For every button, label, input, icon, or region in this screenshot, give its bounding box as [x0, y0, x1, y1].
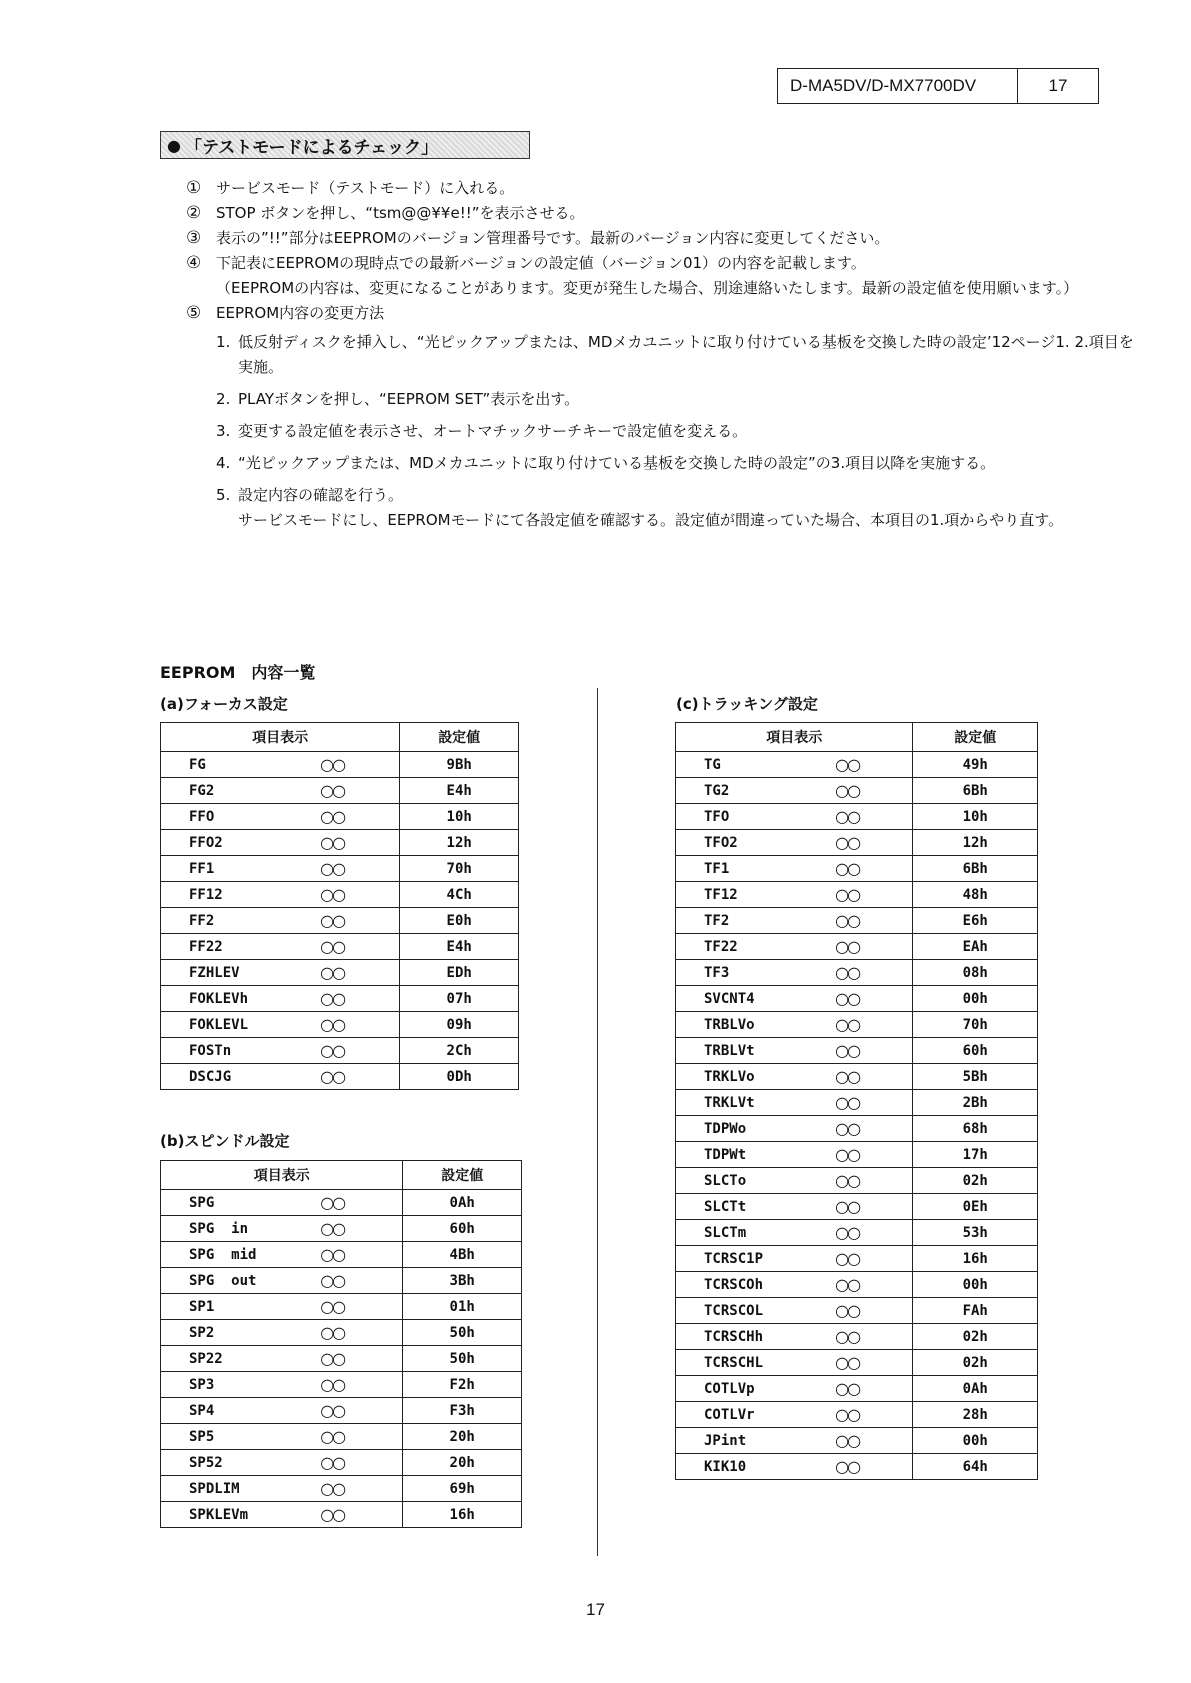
table-row [676, 1194, 1038, 1220]
table-row [676, 1402, 1038, 1428]
focus-table [160, 722, 519, 1090]
table-row [161, 1064, 519, 1090]
item-cell: FF2 [161, 908, 321, 934]
mark-cell: ○○ [320, 1476, 403, 1502]
substep-number: 3. [216, 422, 231, 440]
mark-cell: ○○ [835, 1220, 913, 1246]
value-cell: 48h [913, 882, 1038, 908]
value-cell: 49h [913, 752, 1038, 778]
mark-cell: ○○ [835, 1168, 913, 1194]
mark-cell: ○○ [835, 1038, 913, 1064]
table-row [161, 1476, 522, 1502]
table-row [676, 1376, 1038, 1402]
item-cell: TCRSCOh [676, 1272, 836, 1298]
table-row [676, 1272, 1038, 1298]
value-cell: 70h [400, 856, 519, 882]
substep-text: 低反射ディスクを挿入し、“光ピックアップまたは、MDメカユニットに取り付けている基板を交換した時の設定’12ページ1. 2.項目を実施。 [238, 333, 1134, 376]
value-cell: 4Bh [403, 1242, 522, 1268]
value-cell: 50h [403, 1346, 522, 1372]
focus-table-title: (a)フォーカス設定 [160, 695, 288, 713]
mark-cell: ○○ [320, 1294, 403, 1320]
value-cell: 0Eh [913, 1194, 1038, 1220]
item-cell: TDPWt [676, 1142, 836, 1168]
column-header-item: 項目表示 [161, 723, 400, 752]
step-text: サービスモード（テストモード）に入れる。 [216, 179, 515, 197]
item-cell: TRKLVt [676, 1090, 836, 1116]
value-cell: FAh [913, 1298, 1038, 1324]
table-row [161, 1268, 522, 1294]
item-cell: SPG out [161, 1268, 321, 1294]
table-row [676, 1298, 1038, 1324]
table-row [676, 1064, 1038, 1090]
table-header-row [161, 723, 519, 752]
item-cell: TF1 [676, 856, 836, 882]
item-cell: SP22 [161, 1346, 321, 1372]
mark-cell: ○○ [835, 1428, 913, 1454]
substeps-list [216, 330, 1136, 533]
mark-cell: ○○ [320, 1398, 403, 1424]
step-text: 下記表にEEPROMの現時点での最新バージョンの設定値（バージョン01）の内容を記載します。 [216, 254, 866, 272]
value-cell: 50h [403, 1320, 522, 1346]
substep [216, 419, 1136, 444]
table-row [676, 752, 1038, 778]
value-cell: 0Ah [913, 1376, 1038, 1402]
tracking-table-body [676, 752, 1038, 1480]
value-cell: E6h [913, 908, 1038, 934]
mark-cell: ○○ [320, 752, 400, 778]
value-cell: F3h [403, 1398, 522, 1424]
model-name: D-MA5DV/D-MX7700DV [778, 69, 1018, 103]
mark-cell: ○○ [320, 908, 400, 934]
column-divider [597, 688, 598, 1556]
bullet-icon: ● [167, 135, 181, 155]
table-row [161, 1398, 522, 1424]
column-header-value: 設定値 [913, 723, 1038, 752]
mark-cell: ○○ [835, 908, 913, 934]
value-cell: 00h [913, 1272, 1038, 1298]
value-cell: 16h [913, 1246, 1038, 1272]
mark-cell: ○○ [320, 934, 400, 960]
item-cell: SPG mid [161, 1242, 321, 1268]
table-row [161, 1190, 522, 1216]
value-cell: 53h [913, 1220, 1038, 1246]
table-row [676, 908, 1038, 934]
mark-cell: ○○ [835, 1272, 913, 1298]
substep [216, 387, 1136, 412]
mark-cell: ○○ [835, 804, 913, 830]
step [186, 201, 1136, 226]
mark-cell: ○○ [320, 986, 400, 1012]
header-page-number: 17 [1048, 76, 1068, 95]
mark-cell: ○○ [835, 960, 913, 986]
item-cell: TFO [676, 804, 836, 830]
table-row [161, 882, 519, 908]
item-cell: JPint [676, 1428, 836, 1454]
value-cell: 12h [400, 830, 519, 856]
mark-cell: ○○ [320, 1038, 400, 1064]
table-row [161, 804, 519, 830]
table-row [161, 1012, 519, 1038]
item-cell: COTLVr [676, 1402, 836, 1428]
table-row [676, 1090, 1038, 1116]
step-mark: ③ [186, 228, 202, 248]
mark-cell: ○○ [320, 1450, 403, 1476]
value-cell: EDh [400, 960, 519, 986]
mark-cell: ○○ [320, 830, 400, 856]
mark-cell: ○○ [320, 804, 400, 830]
tracking-table-title: (c)トラッキング設定 [676, 695, 818, 713]
mark-cell: ○○ [835, 856, 913, 882]
table-row [676, 1116, 1038, 1142]
table-row [161, 908, 519, 934]
table-row [161, 1372, 522, 1398]
step [186, 176, 1136, 201]
substep-number: 5. [216, 486, 231, 504]
item-cell: SPDLIM [161, 1476, 321, 1502]
value-cell: 3Bh [403, 1268, 522, 1294]
item-cell: FOSTn [161, 1038, 321, 1064]
table-row [676, 1168, 1038, 1194]
value-cell: 07h [400, 986, 519, 1012]
item-cell: SP1 [161, 1294, 321, 1320]
mark-cell: ○○ [320, 1424, 403, 1450]
mark-cell: ○○ [835, 1376, 913, 1402]
substep-number: 4. [216, 454, 231, 472]
value-cell: 20h [403, 1450, 522, 1476]
item-cell: TG [676, 752, 836, 778]
item-cell: TF2 [676, 908, 836, 934]
item-cell: FOKLEVL [161, 1012, 321, 1038]
mark-cell: ○○ [320, 1320, 403, 1346]
step4-note: （EEPROMの内容は、変更になることがあります。変更が発生した場合、別途連絡いたします。最新の設定値を使用願います。） [216, 279, 1079, 297]
spindle-table-body [161, 1190, 522, 1528]
value-cell: 02h [913, 1324, 1038, 1350]
mark-cell: ○○ [320, 1346, 403, 1372]
mark-cell: ○○ [320, 1216, 403, 1242]
spindle-table-title: (b)スピンドル設定 [160, 1132, 290, 1150]
item-cell: TF22 [676, 934, 836, 960]
mark-cell: ○○ [835, 1298, 913, 1324]
table-row [161, 1450, 522, 1476]
item-cell: SP3 [161, 1372, 321, 1398]
step-mark: ① [186, 178, 202, 198]
page-number: 17 [586, 1600, 605, 1619]
substep-number: 1. [216, 333, 231, 351]
mark-cell: ○○ [835, 934, 913, 960]
substep-text: PLAYボタンを押し、“EEPROM SET”表示を出す。 [238, 390, 580, 408]
value-cell: 16h [403, 1502, 522, 1528]
mark-cell: ○○ [320, 1242, 403, 1268]
value-cell: 17h [913, 1142, 1038, 1168]
item-cell: TF12 [676, 882, 836, 908]
value-cell: 68h [913, 1116, 1038, 1142]
column-header-item: 項目表示 [161, 1161, 403, 1190]
substep [216, 451, 1136, 476]
table-row [161, 1216, 522, 1242]
table-row [161, 1424, 522, 1450]
table-row [676, 804, 1038, 830]
column-header-value: 設定値 [400, 723, 519, 752]
mark-cell: ○○ [320, 1012, 400, 1038]
mark-cell: ○○ [835, 1454, 913, 1480]
section-title: 「テストモードによるチェック」 [184, 137, 439, 158]
substep [216, 483, 1136, 533]
substep [216, 330, 1136, 380]
step-mark: ④ [186, 253, 202, 273]
value-cell: 09h [400, 1012, 519, 1038]
item-cell: FF22 [161, 934, 321, 960]
item-cell: FZHLEV [161, 960, 321, 986]
mark-cell: ○○ [320, 778, 400, 804]
mark-cell: ○○ [320, 856, 400, 882]
value-cell: 5Bh [913, 1064, 1038, 1090]
table-row [676, 1350, 1038, 1376]
table-row [161, 1346, 522, 1372]
value-cell: 2Bh [913, 1090, 1038, 1116]
value-cell: 4Ch [400, 882, 519, 908]
table-row [676, 1220, 1038, 1246]
item-cell: TFO2 [676, 830, 836, 856]
table-row [676, 1246, 1038, 1272]
item-cell: SVCNT4 [676, 986, 836, 1012]
item-cell: TF3 [676, 960, 836, 986]
table-row [676, 1428, 1038, 1454]
mark-cell: ○○ [320, 1372, 403, 1398]
table-row [676, 778, 1038, 804]
mark-cell: ○○ [835, 778, 913, 804]
item-cell: SPKLEVm [161, 1502, 321, 1528]
table-row [676, 960, 1038, 986]
step-text: STOP ボタンを押し、“tsm@@¥¥e!!”を表示させる。 [216, 204, 585, 222]
value-cell: 6Bh [913, 778, 1038, 804]
mark-cell: ○○ [835, 1324, 913, 1350]
item-cell: TCRSC1P [676, 1246, 836, 1272]
table-row [676, 830, 1038, 856]
item-cell: SLCTo [676, 1168, 836, 1194]
item-cell: TCRSCOL [676, 1298, 836, 1324]
item-cell: SLCTt [676, 1194, 836, 1220]
item-cell: FFO [161, 804, 321, 830]
value-cell: 02h [913, 1168, 1038, 1194]
step [186, 301, 1136, 326]
item-cell: TRBLVt [676, 1038, 836, 1064]
table-row [161, 1242, 522, 1268]
item-cell: KIK10 [676, 1454, 836, 1480]
mark-cell: ○○ [320, 1502, 403, 1528]
mark-cell: ○○ [320, 1268, 403, 1294]
column-header-value: 設定値 [403, 1161, 522, 1190]
value-cell: 69h [403, 1476, 522, 1502]
table-row [676, 986, 1038, 1012]
mark-cell: ○○ [835, 1142, 913, 1168]
spindle-table [160, 1160, 522, 1528]
mark-cell: ○○ [835, 1090, 913, 1116]
table-row [161, 1038, 519, 1064]
table-row [161, 752, 519, 778]
eeprom-title: EEPROM 内容一覧 [160, 663, 316, 682]
table-row [161, 986, 519, 1012]
value-cell: E4h [400, 778, 519, 804]
mark-cell: ○○ [320, 1190, 403, 1216]
mark-cell: ○○ [835, 1064, 913, 1090]
substep-5-text: 設定内容の確認を行う。 [238, 486, 404, 504]
value-cell: 10h [913, 804, 1038, 830]
mark-cell: ○○ [835, 830, 913, 856]
mark-cell: ○○ [320, 1064, 400, 1090]
value-cell: 70h [913, 1012, 1038, 1038]
item-cell: TCRSCHh [676, 1324, 836, 1350]
item-cell: FOKLEVh [161, 986, 321, 1012]
item-cell: SP2 [161, 1320, 321, 1346]
item-cell: FFO2 [161, 830, 321, 856]
mark-cell: ○○ [835, 752, 913, 778]
column-header-item: 項目表示 [676, 723, 913, 752]
item-cell: COTLVp [676, 1376, 836, 1402]
value-cell: 2Ch [400, 1038, 519, 1064]
table-row [676, 1454, 1038, 1480]
mark-cell: ○○ [320, 960, 400, 986]
value-cell: E0h [400, 908, 519, 934]
item-cell: FG [161, 752, 321, 778]
value-cell: 6Bh [913, 856, 1038, 882]
table-header-row [161, 1161, 522, 1190]
table-row [161, 830, 519, 856]
value-cell: 01h [403, 1294, 522, 1320]
value-cell: 12h [913, 830, 1038, 856]
item-cell: SP52 [161, 1450, 321, 1476]
table-row [161, 1502, 522, 1528]
item-cell: FG2 [161, 778, 321, 804]
table-row [676, 882, 1038, 908]
table-row [161, 1294, 522, 1320]
step-text: EEPROM内容の変更方法 [216, 304, 385, 322]
table-row [161, 778, 519, 804]
value-cell: 0Dh [400, 1064, 519, 1090]
item-cell: DSCJG [161, 1064, 321, 1090]
table-row [161, 960, 519, 986]
item-cell: TDPWo [676, 1116, 836, 1142]
table-row [676, 1324, 1038, 1350]
substep-text: 変更する設定値を表示させ、オートマチックサーチキーで設定値を変える。 [238, 422, 748, 440]
item-cell: SPG [161, 1190, 321, 1216]
mark-cell: ○○ [835, 882, 913, 908]
mark-cell: ○○ [835, 1402, 913, 1428]
value-cell: 64h [913, 1454, 1038, 1480]
value-cell: 00h [913, 986, 1038, 1012]
step-mark: ② [186, 203, 202, 223]
table-row [676, 1012, 1038, 1038]
step-mark: ⑤ [186, 303, 202, 323]
item-cell: SP4 [161, 1398, 321, 1424]
tracking-table [675, 722, 1038, 1480]
step [186, 226, 1136, 251]
table-row [676, 1142, 1038, 1168]
item-cell: FF12 [161, 882, 321, 908]
value-cell: 0Ah [403, 1190, 522, 1216]
mark-cell: ○○ [320, 882, 400, 908]
table-row [676, 934, 1038, 960]
section-heading [160, 131, 530, 159]
value-cell: 00h [913, 1428, 1038, 1454]
table-header-row [676, 723, 1038, 752]
item-cell: FF1 [161, 856, 321, 882]
value-cell: 20h [403, 1424, 522, 1450]
table-row [161, 934, 519, 960]
value-cell: E4h [400, 934, 519, 960]
item-cell: TG2 [676, 778, 836, 804]
step-text: 表示の”!!”部分はEEPROMのバージョン管理番号です。最新のバージョン内容に変更してください。 [216, 229, 890, 247]
value-cell: EAh [913, 934, 1038, 960]
mark-cell: ○○ [835, 1246, 913, 1272]
item-cell: SP5 [161, 1424, 321, 1450]
steps-list [186, 176, 1136, 540]
table-row [676, 856, 1038, 882]
substep-number: 2. [216, 390, 231, 408]
substep-text [238, 483, 1136, 533]
item-cell: TCRSCHL [676, 1350, 836, 1376]
table-row [161, 856, 519, 882]
substep-5-note: サービスモードにし、EEPROMモードにて各設定値を確認する。設定値が間違っていた場合、本項目の1.項からやり直す。 [238, 511, 1064, 529]
value-cell: 08h [913, 960, 1038, 986]
item-cell: TRKLVo [676, 1064, 836, 1090]
header-box [777, 68, 1099, 104]
table-row [676, 1038, 1038, 1064]
value-cell: F2h [403, 1372, 522, 1398]
value-cell: 60h [913, 1038, 1038, 1064]
item-cell: SLCTm [676, 1220, 836, 1246]
substep-text: “光ピックアップまたは、MDメカユニットに取り付けている基板を交換した時の設定”の3.項目以降を実施する。 [238, 454, 996, 472]
mark-cell: ○○ [835, 1194, 913, 1220]
value-cell: 9Bh [400, 752, 519, 778]
value-cell: 60h [403, 1216, 522, 1242]
item-cell: TRBLVo [676, 1012, 836, 1038]
mark-cell: ○○ [835, 1012, 913, 1038]
mark-cell: ○○ [835, 1116, 913, 1142]
item-cell: SPG in [161, 1216, 321, 1242]
mark-cell: ○○ [835, 1350, 913, 1376]
value-cell: 02h [913, 1350, 1038, 1376]
focus-table-body [161, 752, 519, 1090]
mark-cell: ○○ [835, 986, 913, 1012]
value-cell: 10h [400, 804, 519, 830]
step [186, 251, 1136, 276]
value-cell: 28h [913, 1402, 1038, 1428]
table-row [161, 1320, 522, 1346]
